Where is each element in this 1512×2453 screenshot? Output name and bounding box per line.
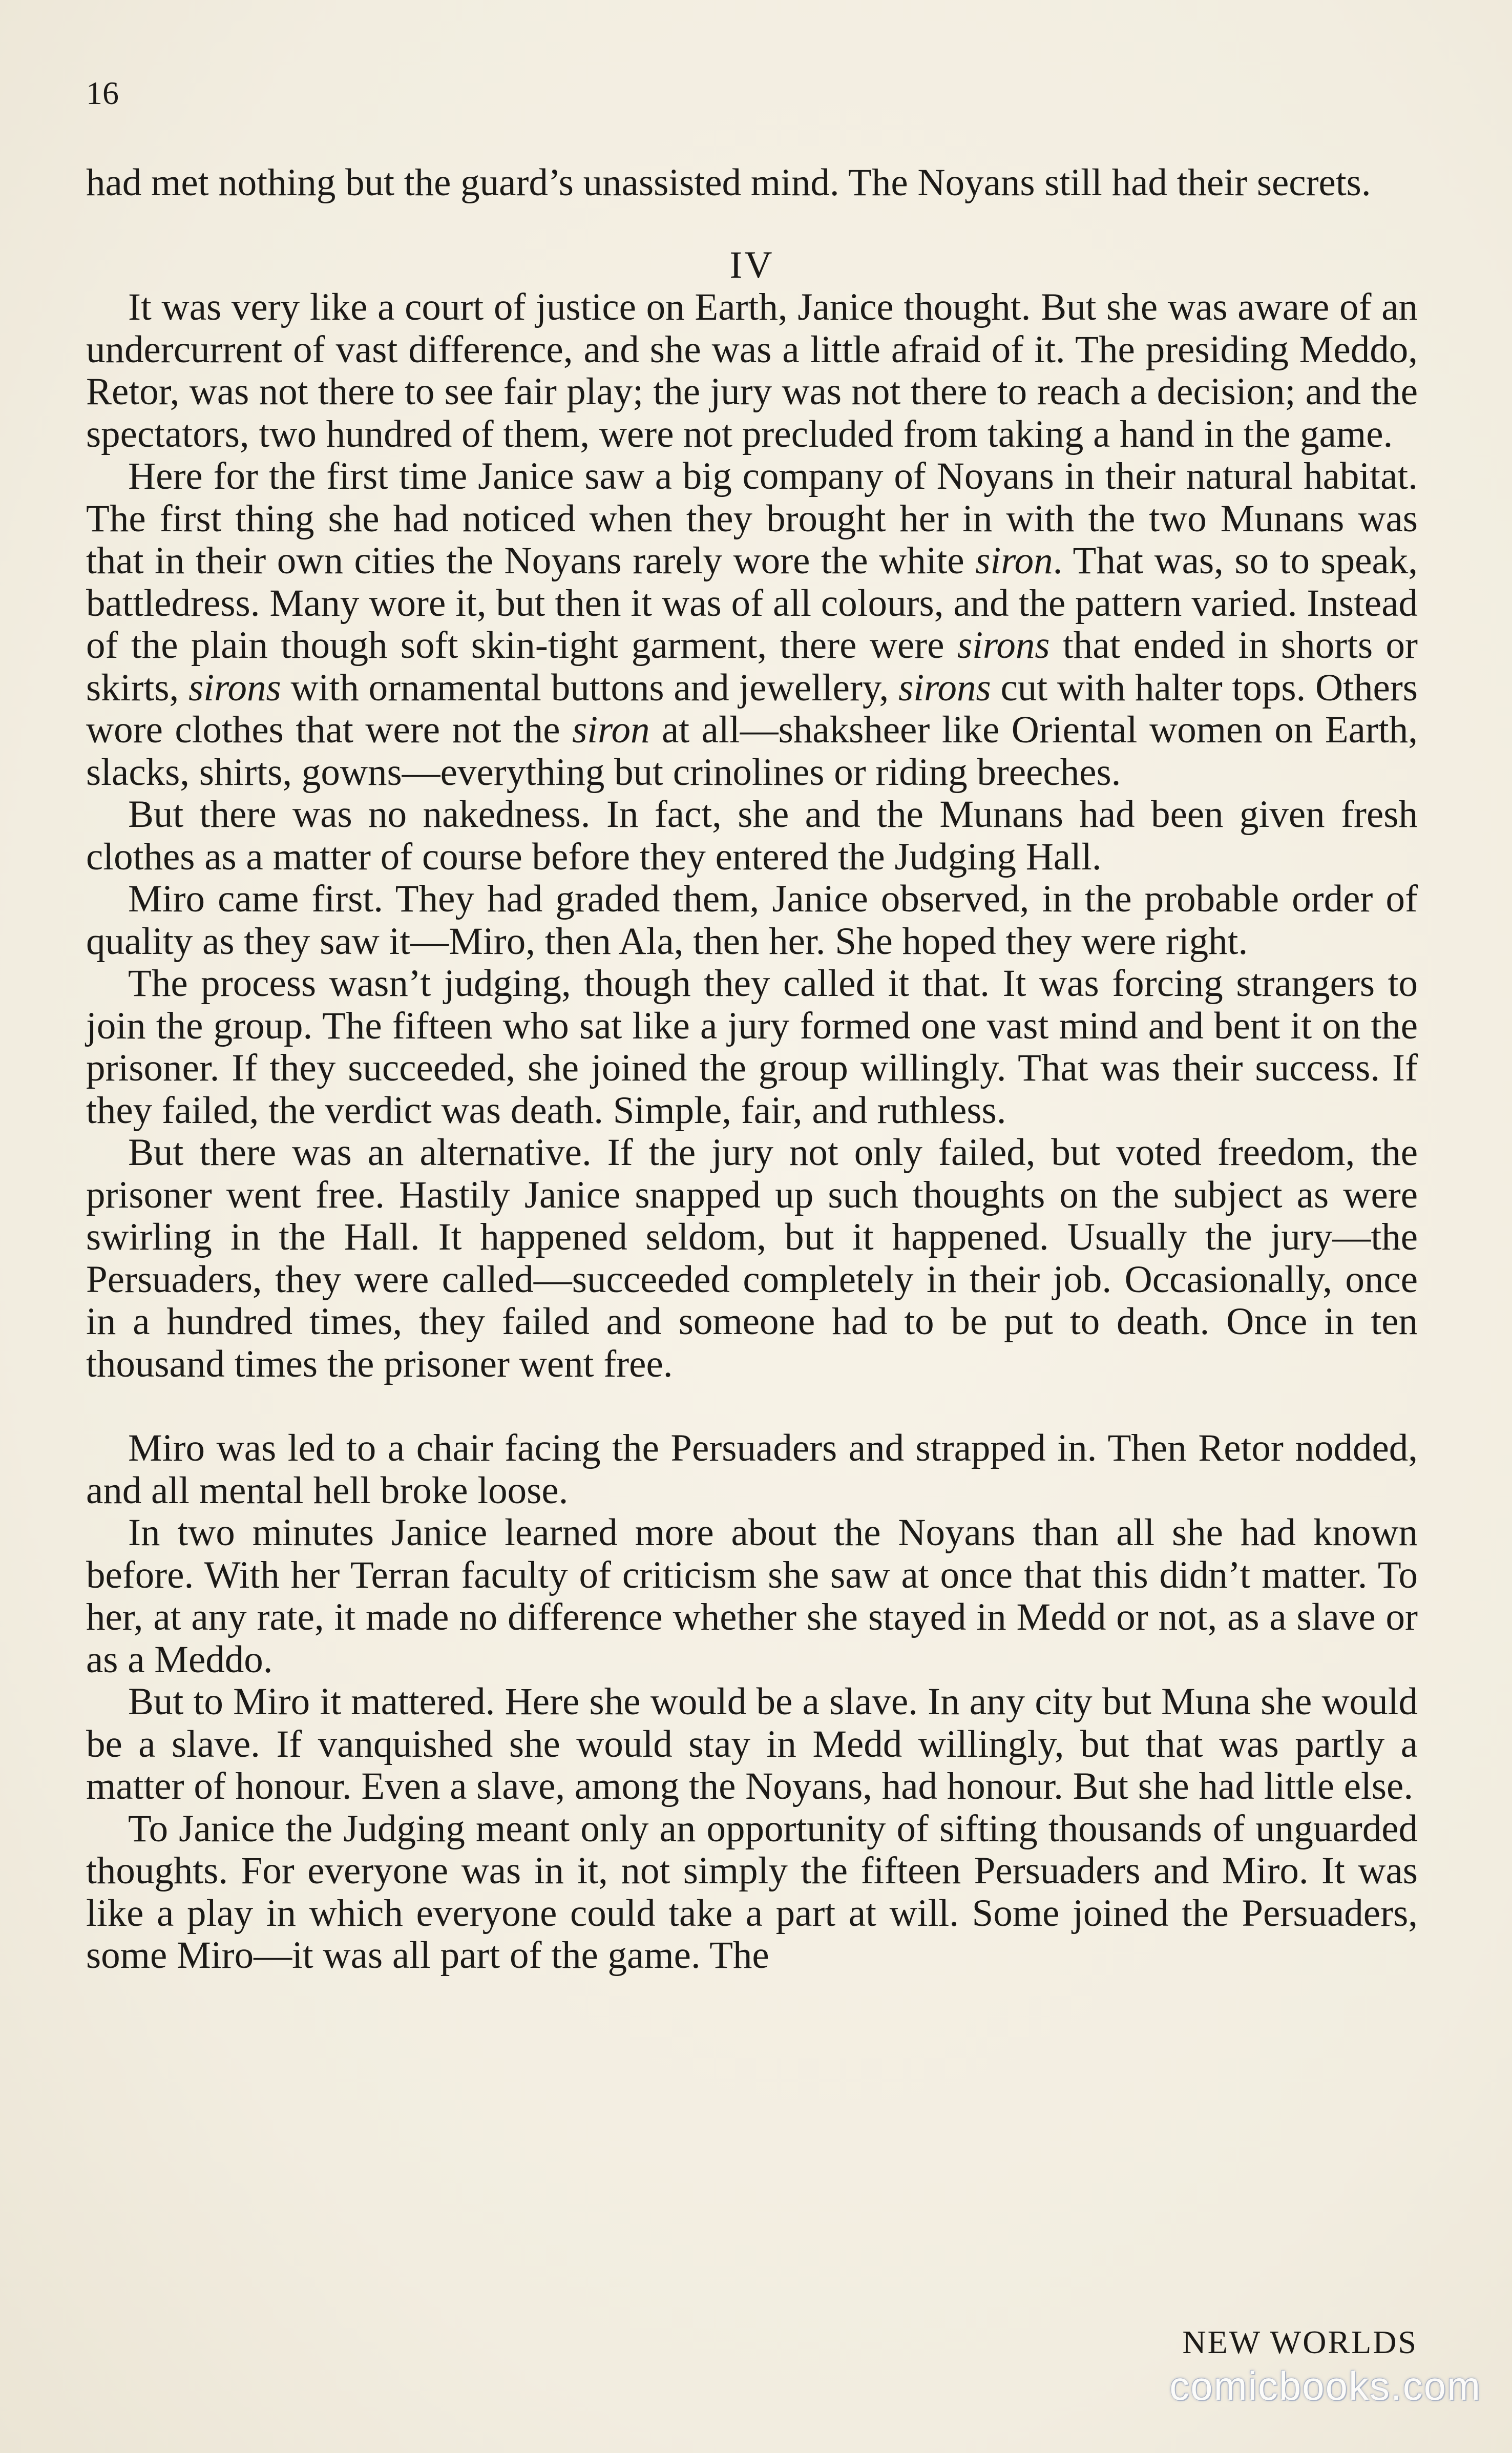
watermark: comicbooks.com [1169, 2363, 1481, 2408]
page-number: 16 [86, 75, 119, 111]
paragraph: But there was an alternative. If the jury not only failed, but voted freedom, the prisoner went free. Hastily Janice snapped up such thoughts on the subject as were swirling in the Hall. It happened seldom, but it happened. Usually the jury—the Persuaders, they were called—succeeded completely in their job. Occasionally, once in a hundred times, they failed and someone had to be put to death. Once in ten thousand times the prisoner went free. [86, 1131, 1418, 1385]
section-break [86, 1385, 1418, 1427]
paragraph: It was very like a court of justice on Earth, Janice thought. But she was aware of an undercurrent of vast difference, and she was a little afraid of it. The presiding Meddo, Retor, was not there to see fair play; the jury was not there to reach a decision; and the spectators, two hundred of them, were not precluded from taking a hand in the game. [86, 286, 1418, 455]
paragraph: But to Miro it mattered. Here she would be a slave. In any city but Muna she would be a slave. If vanquished she would stay in Medd willingly, but that was partly a matter of honour. Even a slave, among the Noyans, had honour. But she had little else. [86, 1680, 1418, 1807]
paragraph: Miro was led to a chair facing the Persuaders and strapped in. Then Retor nodded, and all mental hell broke loose. [86, 1427, 1418, 1512]
paragraph: Miro came first. They had graded them, Janice observed, in the probable order of quality as they saw it—Miro, then Ala, then her. She hoped they were right. [86, 878, 1418, 963]
paragraph: The process wasn’t judging, though they called it that. It was forcing strangers to join the group. The fifteen who sat like a jury formed one vast mind and bent it on the prisoner. If they succeeded, she joined the group willingly. That was their success. If they failed, the verdict was death. Simple, fair, and ruthless. [86, 962, 1418, 1132]
body-text [86, 162, 1418, 1977]
paragraph-continued: had met nothing but the guard’s unassisted mind. The Noyans still had their secrets. [86, 161, 1371, 204]
paragraph: To Janice the Judging meant only an opportunity of sifting thousands of unguarded thoughts. For everyone was in it, not simply the fifteen Persuaders and Miro. It was like a play in which everyone could take a part at will. Some joined the Persuaders, some Miro—it was all part of the game. The [86, 1807, 1418, 1977]
magazine-footer: NEW WORLDS [1182, 2324, 1418, 2360]
paragraph: In two minutes Janice learned more about the Noyans than all she had known before. With her Terran faculty of criticism she saw at once that this didn’t matter. To her, at any rate, it made no difference whether she stayed in Medd or not, as a slave or as a Meddo. [86, 1511, 1418, 1681]
paragraph: Here for the first time Janice saw a big company of Noyans in their natural habitat. The first thing she had noticed when they brought her in with the two Munans was that in their own cities the Noyans rarely wore the white siron. That was, so to speak, battledress. Many wore it, but then it was of all colours, and the pattern varied. Instead of the plain though soft skin-tight garment, there were sirons that ended in shorts or skirts, sirons with ornamental buttons and jewellery, sirons cut with halter tops. Others wore clothes that were not the siron at all—shaksheer like Oriental women on Earth, slacks, shirts, gowns—everything but crinolines or riding breeches. [86, 455, 1418, 794]
section-heading: IV [729, 243, 774, 286]
paragraph: But there was no nakedness. In fact, she and the Munans had been given fresh clothes as a matter of course before they entered the Judging Hall. [86, 793, 1418, 878]
